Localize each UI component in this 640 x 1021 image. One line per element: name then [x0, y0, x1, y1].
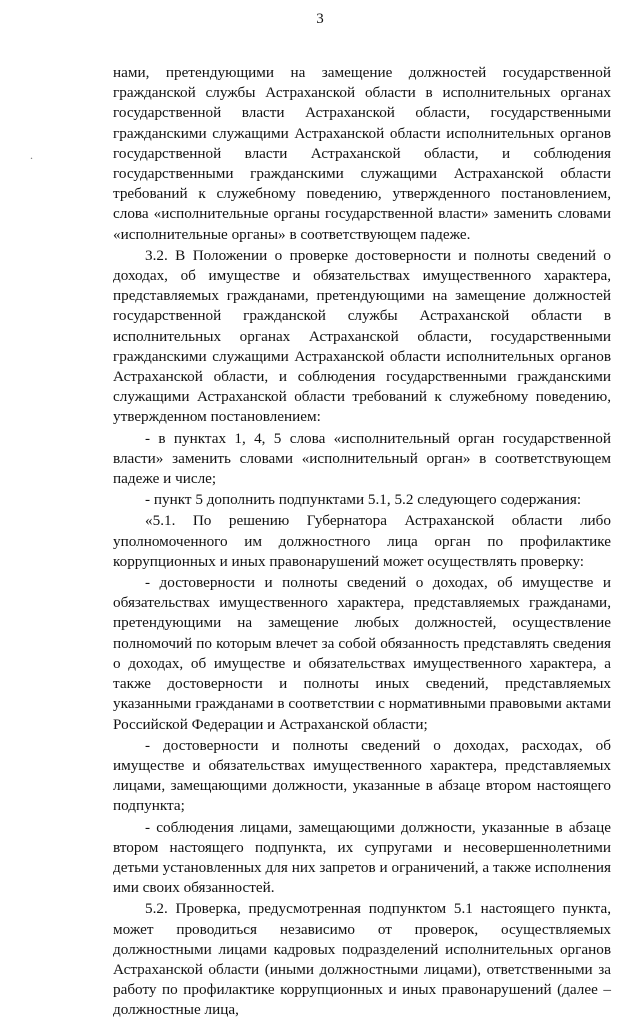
paragraph-5-1: «5.1. По решению Губернатора Астраханской области либо уполномоченного им должностного лица орган по профилактике коррупционных и иных правонарушений может осуществлять проверку:	[113, 512, 611, 570]
paragraph-add-subitems: - пункт 5 дополнить подпунктами 5.1, 5.2 следующего содержания:	[145, 491, 582, 509]
margin-mark: .	[30, 148, 33, 162]
paragraph-continuation: нами, претендующими на замещение должностей государственной гражданской службы Астраханской области в исполнительных органах государственной власти Астраханской области, государственными гражданскими служащими Астраханской области исполнительных органов государственной власти Астраханской области, и соблюдения государственными гражданскими служащими Астраханской области требований к служебному поведению, утвержденного постановлением, слова «исполнительные органы государственной власти» заменить словами «исполнительные органы» в соответствующем падеже.	[113, 64, 611, 243]
paragraph-5-2: 5.2. Проверка, предусмотренная подпунктом 5.1 настоящего пункта, может проводиться независимо от проверок, осуществляемых должностными лицами кадровых подразделений исполнительных органов Астраханской области (иными должностными лицами), ответственными за работу по профилактике коррупционных и иных правонарушений (далее – должностные лица,	[113, 900, 611, 1019]
paragraph-check-compliance: - соблюдения лицами, замещающими должности, указанные в абзаце втором настоящего подпункта, их супругами и несовершеннолетними детьми установленных для них запретов и ограничений, а также исполнения ими своих обязанностей.	[113, 818, 611, 897]
document-body	[113, 63, 611, 1021]
paragraph-3-2: 3.2. В Положении о проверке достоверности и полноты сведений о доходах, об имуществе и обязательствах имущественного характера, представляемых гражданами, претендующими на замещение должностей государственной гражданской службы Астраханской области в исполнительных органах Астраханской области, государственными гражданскими служащими Астраханской области исполнительных органов Астраханской области, и соблюдения государственными гражданскими служащими Астраханской области требований к служебному поведению, утвержденном постановлением:	[113, 246, 611, 426]
paragraph-amend-items: - в пунктах 1, 4, 5 слова «исполнительный орган государственной власти» заменить словами «исполнительный орган» в соответствующем падеже и числе;	[113, 429, 611, 488]
paragraph-check-citizens: - достоверности и полноты сведений о доходах, об имуществе и обязательствах имущественного характера, представляемых гражданами, претендующими на замещение любых должностей, осуществление полномочий по которым влечет за собой обязанность представлять сведения о доходах, об имуществе и обязательствах имущественного характера, а также достоверности и полноты иных сведений, представляемых указанными гражданами в соответствии с нормативными правовыми актами Российской Федерации и Астраханской области;	[113, 574, 611, 733]
paragraph-check-officials: - достоверности и полноты сведений о доходах, расходах, об имуществе и обязательствах имущественного характера, представляемых лицами, замещающими должности, указанные в абзаце втором настоящего подпункта;	[113, 736, 611, 815]
page-number: 3	[316, 11, 324, 27]
